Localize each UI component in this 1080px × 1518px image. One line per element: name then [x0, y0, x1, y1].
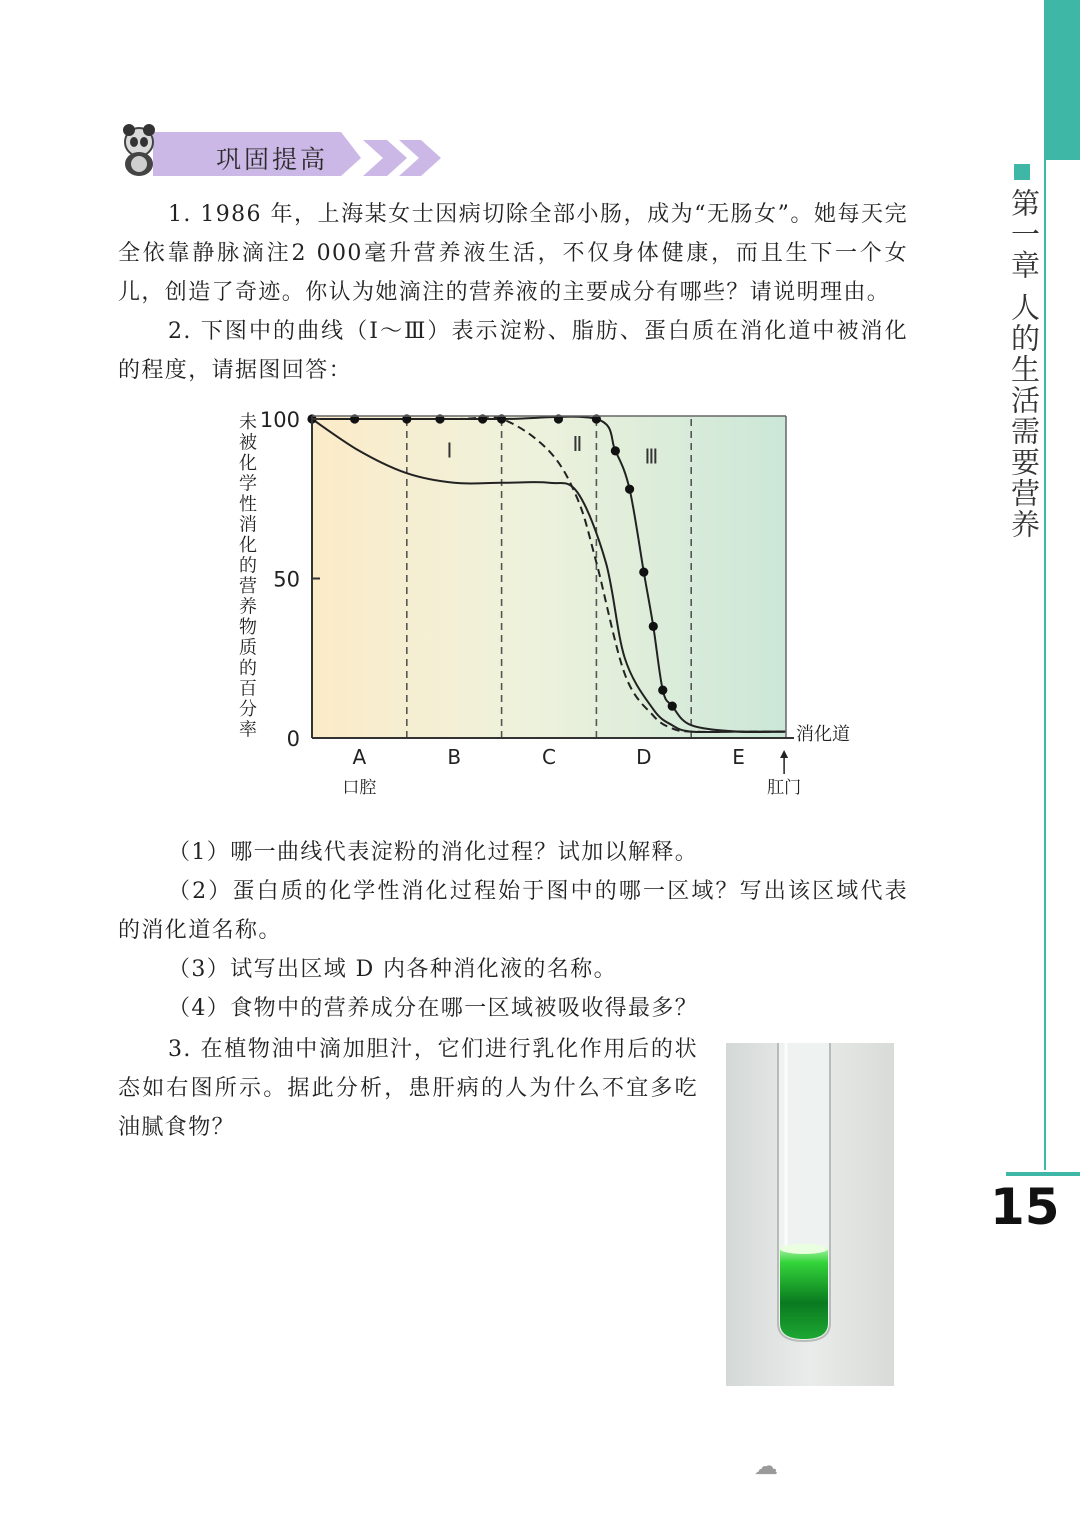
question-2: 2. 下图中的曲线（Ⅰ～Ⅲ）表示淀粉、脂肪、蛋白质在消化道中被消化的程度，请据图回答：: [118, 319, 908, 383]
y-label-char: 未: [239, 412, 257, 433]
series-label: Ⅲ: [644, 444, 659, 469]
y-label-char: 营: [239, 576, 257, 597]
region-note-start: 口腔: [342, 778, 377, 798]
y-tick-label: 100: [259, 408, 300, 432]
question-2-sub-3: （3）试写出区域 D 内各种消化液的名称。: [168, 957, 618, 982]
y-tick-label: 50: [273, 567, 300, 592]
question-1: 1. 1986 年，上海某女士因病切除全部小肠，成为“无肠女”。她每天完全依靠静脉滴注2 000毫升营养液生活，不仅身体健康，而且生下一个女儿，创造了奇迹。你认为她滴注的营养液的主要成分有哪些？请说明理由。: [118, 202, 908, 305]
y-label-char: 化: [239, 453, 257, 474]
y-label-char: 物: [239, 617, 257, 638]
y-tick-label: 0: [286, 727, 300, 751]
chapter-title: 第一章 人的生活需要营养: [1007, 188, 1041, 541]
y-label-char: 的: [239, 658, 257, 679]
y-axis-label: [239, 412, 257, 741]
chapter-side-line: [1044, 160, 1046, 1170]
y-label-char: 的: [239, 555, 257, 577]
question-3: 3. 在植物油中滴加胆汁，它们进行乳化作用后的状态如右图所示。据此分析，患肝病的人为什么不宜多吃油腻食物？: [118, 1037, 698, 1140]
series-point: [649, 622, 658, 631]
x-axis-label: 消化道: [796, 724, 850, 745]
y-label-char: 消: [239, 514, 257, 536]
y-label-char: 质: [239, 637, 257, 659]
y-label-char: 化: [239, 535, 257, 556]
region-label: A: [352, 745, 367, 769]
y-label-char: 养: [239, 596, 257, 618]
page-number: 15: [990, 1178, 1060, 1236]
y-label-char: 被: [239, 432, 257, 454]
series-label: Ⅰ: [446, 438, 453, 463]
region-note-end: 肛门: [767, 778, 802, 798]
region-label: C: [542, 745, 556, 769]
series-point: [639, 568, 648, 577]
page-number-rule: [1006, 1172, 1080, 1176]
series-label: Ⅱ: [572, 431, 583, 456]
question-2-sub-2: （2）蛋白质的化学性消化过程始于图中的哪一区域？写出该区域代表的消化道名称。: [118, 879, 908, 943]
question-2-sub-1: （1）哪一曲线代表淀粉的消化过程？试加以解释。: [168, 840, 699, 865]
y-label-char: 性: [239, 494, 257, 515]
y-label-char: 分: [239, 699, 257, 720]
end-arrow-head: [780, 750, 788, 758]
digestion-chart: [228, 402, 868, 812]
series-point: [611, 446, 620, 455]
wechat-icon: ☁: [754, 1452, 778, 1480]
series-point: [668, 702, 677, 711]
panda-mascot-icon: [123, 124, 155, 176]
series-point: [658, 686, 667, 695]
test-tube-photo: [726, 1043, 894, 1386]
chapter-color-band: [1044, 0, 1080, 160]
watermark: [754, 1452, 778, 1480]
question-2-sub-4: （4）食物中的营养成分在哪一区域被吸收得最多？: [168, 996, 699, 1021]
region-label: E: [732, 745, 745, 769]
region-label: B: [447, 745, 462, 769]
series-point: [625, 485, 634, 494]
y-label-char: 学: [239, 473, 257, 495]
y-label-char: 百: [239, 678, 257, 700]
section-title: 巩固提高: [216, 145, 329, 174]
y-label-char: 率: [239, 719, 257, 741]
chapter-marker-square: [1014, 164, 1030, 180]
region-label: D: [636, 745, 652, 769]
